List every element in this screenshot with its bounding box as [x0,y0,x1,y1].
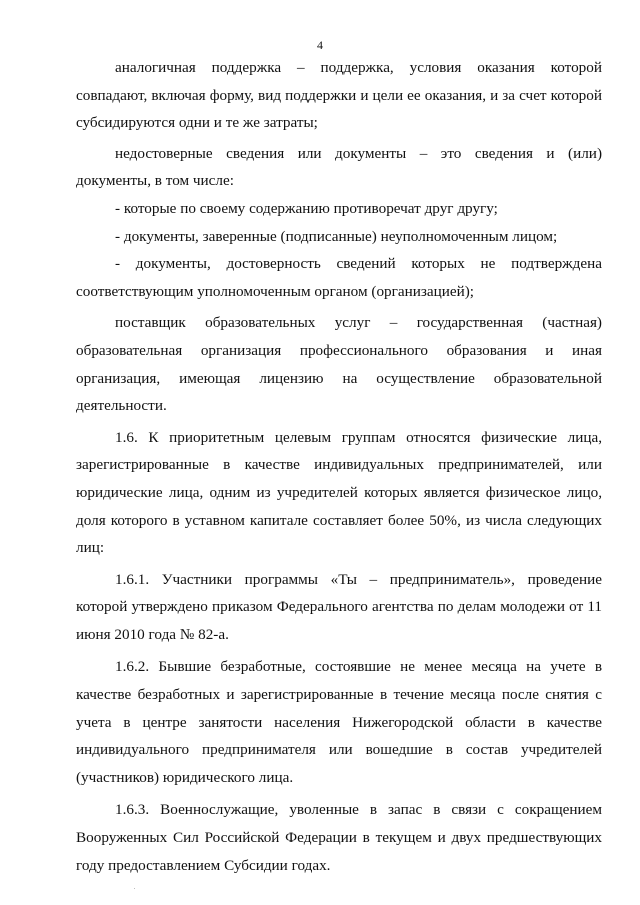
list-item-unauthorized-signature: - документы, заверенные (подписанные) неуполномоченным лицом; [115,227,558,245]
section-1-6-3-military-personnel: 1.6.3. Военнослужащие, уволенные в запас в связи с сокращением Вооруженных Сил Российской Федерации в текущем и двух предшествующих году предоставлением Субсидии годах. [76,801,602,874]
list-item-contradictory: - которые по своему содержанию противоречат друг другу; [115,199,498,217]
list-item-unconfirmed-authenticity: - документы, достоверность сведений которых не подтверждена соответствующим уполномоченным органом (организацией); [76,255,602,300]
section-1-6-1-program-participants: 1.6.1. Участники программы «Ты – предприниматель», проведение которой утверждено приказом Федерального агентства по делам молодежи от 11 июня 2010 года № 82-а. [76,570,602,643]
definition-analogous-support: аналогичная поддержка – поддержка, условия оказания которой совпадают, включая форму, вид поддержки и цели ее оказания, и за счет которой субсидируются одни и те же затраты; [76,59,602,132]
page-number: 4 [317,38,323,52]
definition-unreliable-documents: недостоверные сведения или документы – это сведения и (или) документы, в том числе: [76,144,602,190]
definition-education-provider: поставщик образовательных услуг – государственная (частная) образовательная организация профессионального образования и иная организация, имеющая лицензию на осуществление образовательной деятельности. [76,314,602,415]
section-1-6-priority-groups: 1.6. К приоритетным целевым группам относятся физические лица, зарегистрированные в качестве индивидуальных предпринимателей, или юридические лица, одним из учредителей которых является физическое лицо, доля которого в уставном капитале составляет более 50%, из числа следующих лиц: [76,428,602,557]
document-body [76,54,602,879]
section-1-6-2-former-unemployed: 1.6.2. Бывшие безработные, состоявшие не менее месяца на учете в качестве безработных и зарегистрированные в течение месяца после снятия с учета в центре занятости населения Нижегородской области в качестве индивидуального предпринимателя или вошедшие в состав учредителей (участников) юридического лица. [76,658,602,786]
scan-speck [134,888,135,889]
